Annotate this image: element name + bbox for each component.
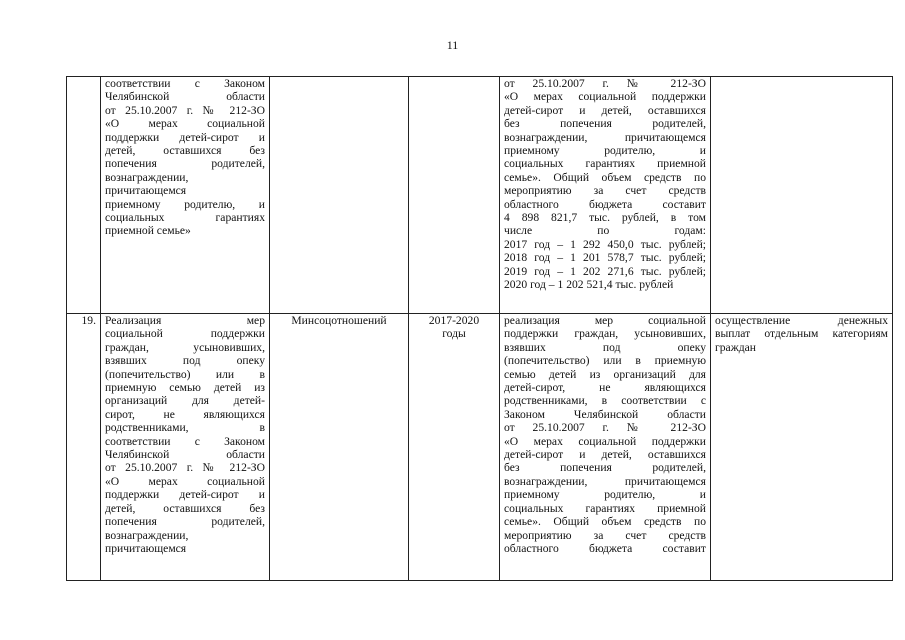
text-line: 2018 год – 1 201 578,7 тыс. рублей; [504,251,706,265]
text-line: Законом Челябинской области [504,407,706,421]
text-line: от 25.10.2007 г. № 212-ЗО [504,421,706,435]
text-line: родственниками, в соответствии с [504,394,706,408]
text-line: граждан [715,340,756,354]
activity-text [105,77,265,238]
text-line: без попечения родителей, [504,461,706,475]
measures-table [66,76,893,581]
text-line: поддержки детей-сирот и [105,488,265,502]
text-line: приемной семье» [105,224,191,238]
text-line: осуществление денежных [715,314,888,327]
activity-cell [101,314,270,581]
executor-cell [270,77,409,314]
text-line: попечения родителей, [105,157,265,171]
text-line: реализация мер социальной [504,314,706,327]
text-line: поддержки детей-сирот и [105,130,265,144]
text-line: «О мерах социальной [105,474,265,488]
text-line: числе по годам: [504,224,706,238]
text-line: от 25.10.2007 г. № 212-ЗО [105,461,265,475]
text-line: мероприятию за счет средств [504,184,706,198]
text-line: вознаграждении, [105,170,189,184]
text-line: приемному родителю, и [105,197,265,211]
text-line: родственниками, в [105,421,265,435]
description-text [504,314,706,555]
text-line: детей-сирот и детей, оставшихся [504,448,706,462]
text-line: (попечительство) или в приемную [504,354,706,368]
text-line: социальной поддержки [105,327,265,341]
text-line: без попечения родителей, [504,117,706,131]
text-line: «О мерах социальной поддержки [504,90,706,104]
period-line: 2017-2020 [428,314,480,327]
text-line: сирот, не являющихся [105,407,265,421]
text-line: областного бюджета составит [504,541,706,555]
text-line: мероприятию за счет средств [504,528,706,542]
text-line: 2019 год – 1 202 271,6 тыс. рублей; [504,264,706,278]
text-line: семью детей из организаций для [504,367,706,381]
text-line: причитающемся [105,541,187,555]
result-cell [711,314,893,581]
page-number: 11 [446,38,459,52]
text-line: вознаграждении, причитающемся [504,474,706,488]
text-line: «О мерах социальной поддержки [504,434,706,448]
text-line: социальных гарантиях приемной [504,157,706,171]
period-cell [409,77,500,314]
description-cell [500,77,711,314]
text-line: попечения родителей, [105,515,265,529]
result-cell [711,77,893,314]
text-line: соответствии с Законом [105,77,265,90]
text-line: приемную семью детей из [105,381,265,395]
text-line: взявших под опеку [504,340,706,354]
text-line: «О мерах социальной [105,117,265,131]
description-text [504,77,706,292]
text-line: социальных гарантиях приемной [504,501,706,515]
text-line: от 25.10.2007 г. № 212-ЗО [105,103,265,117]
text-line: приемному родителю, и [504,144,706,158]
description-cell [500,314,711,581]
row-number-cell: 19. [67,314,101,581]
executor-cell: Минсоцотношений [270,314,409,581]
row-number-cell [67,77,101,314]
text-line: причитающемся [105,184,187,198]
text-line: детей-сирот и детей, оставшихся [504,103,706,117]
text-line: взявших под опеку [105,354,265,368]
table-row [67,77,893,314]
text-line: детей, оставшихся без [105,144,265,158]
table-row [67,314,893,581]
activity-text [105,314,265,555]
text-line: вознаграждении, причитающемся [504,130,706,144]
text-line: организаций для детей- [105,394,265,408]
text-line: Челябинской области [105,448,265,462]
activity-cell [101,77,270,314]
text-line: от 25.10.2007 г. № 212-ЗО [504,77,706,90]
text-line: 2017 год – 1 292 450,0 тыс. рублей; [504,237,706,251]
text-line: граждан, усыновивших, [105,340,265,354]
text-line: поддержки граждан, усыновивших, [504,327,706,341]
text-line: социальных гарантиях [105,211,265,225]
text-line: 4 898 821,7 тыс. рублей, в том [504,211,706,225]
text-line: детей-сирот, не являющихся [504,381,706,395]
text-line: Реализация мер [105,314,265,327]
text-line: (попечительство) или в [105,367,265,381]
text-line: областного бюджета составит [504,197,706,211]
text-line: детей, оставшихся без [105,501,265,515]
text-line: Челябинской области [105,90,265,104]
text-line: 2020 год – 1 202 521,4 тыс. рублей [504,278,674,292]
text-line: выплат отдельным категориям [715,327,888,341]
text-line: семье». Общий объем средств по [504,515,706,529]
text-line: семье». Общий объем средств по [504,170,706,184]
text-line: вознаграждении, [105,528,189,542]
period-cell [409,314,500,581]
period-line: годы [442,327,466,341]
text-line: приемному родителю, и [504,488,706,502]
result-text [715,314,888,354]
text-line: соответствии с Законом [105,434,265,448]
